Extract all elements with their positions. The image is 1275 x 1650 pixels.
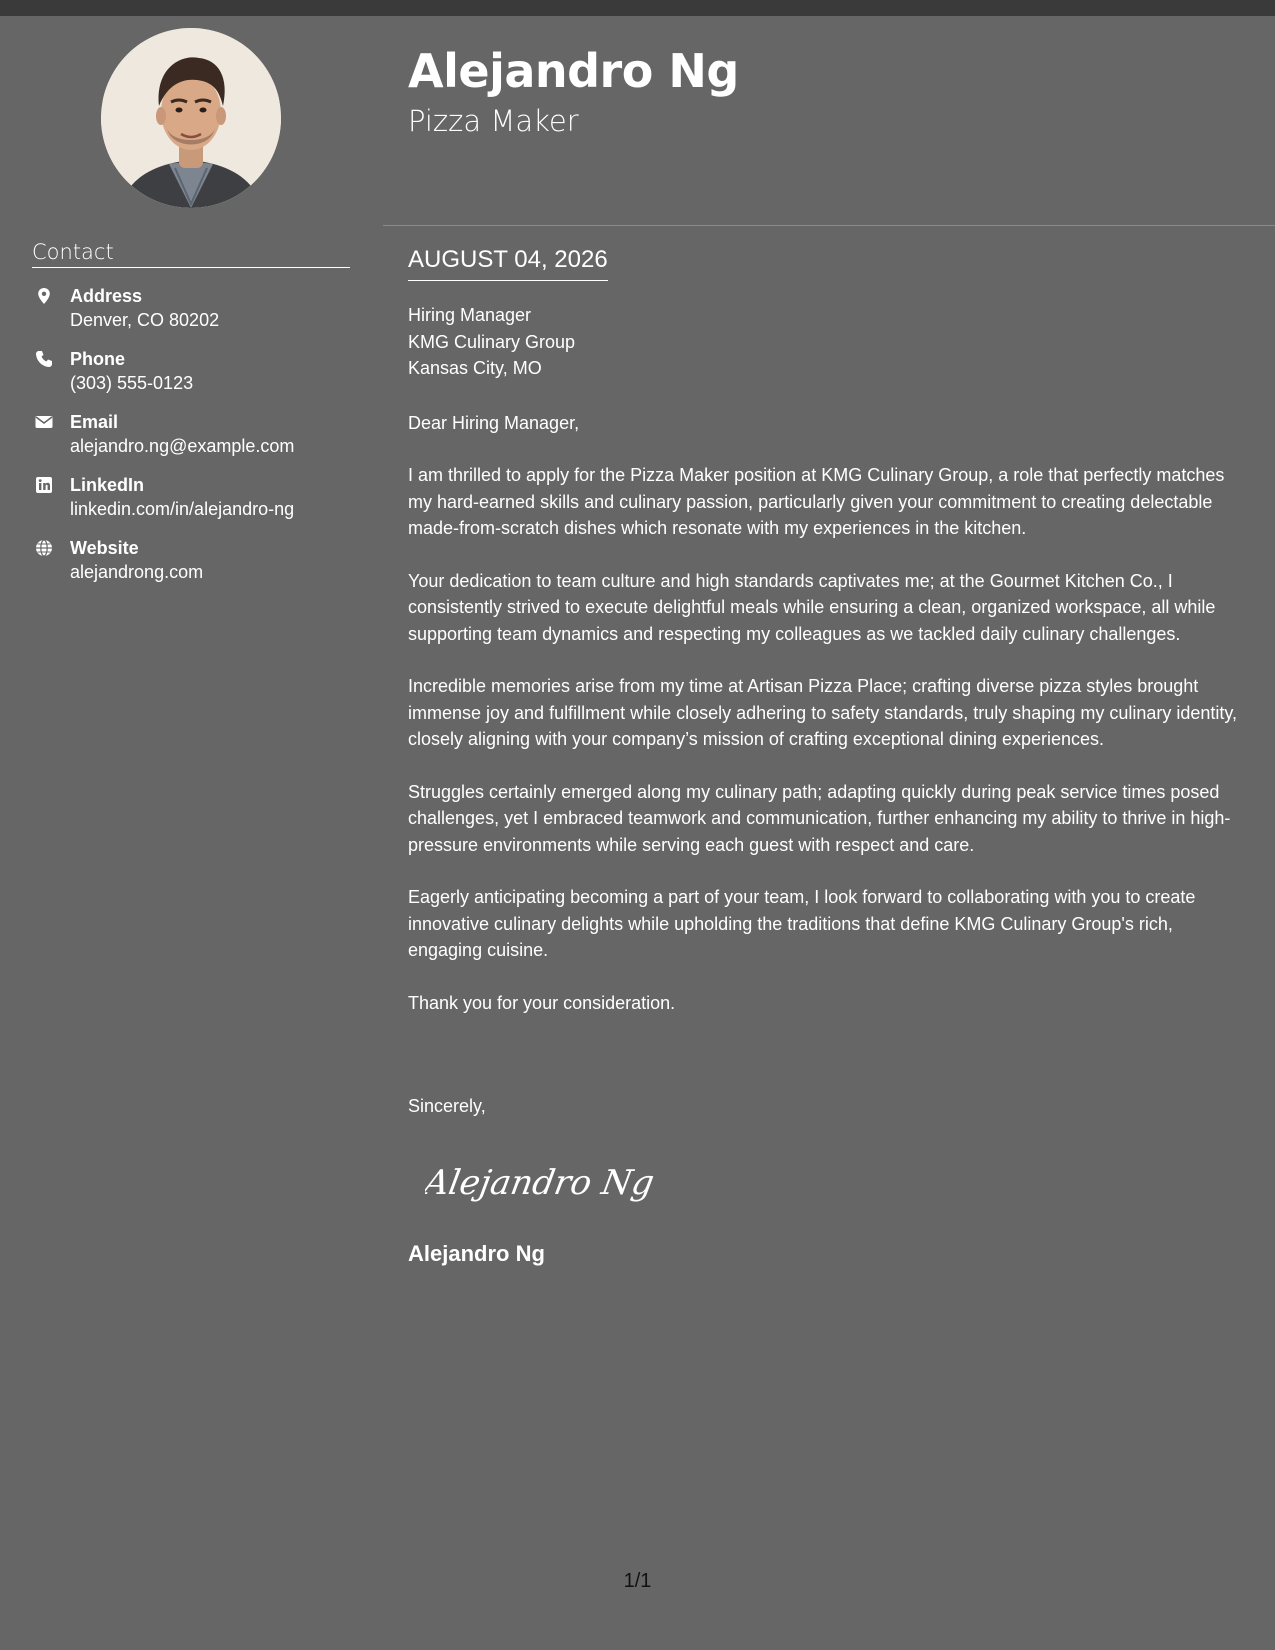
letter-paragraph: I am thrilled to apply for the Pizza Maker position at KMG Culinary Group, a role that perfectly matches my hard-earned skills and culinary passion, particularly given your commitment to creating delectable made-from-scratch dishes which resonate with my experiences in the kitchen. xyxy=(408,465,1225,538)
recipient-line: KMG Culinary Group xyxy=(408,331,576,352)
phone-icon xyxy=(35,350,53,368)
contact-label: Address xyxy=(70,286,143,306)
letter-paragraph: Incredible memories arise from my time at Artisan Pizza Place; crafting diverse pizza styles brought immense joy and fulfillment while closely adhering to safety standards, truly shaping my culinary identity, closely aligning with your company’s mission of crafting exceptional dining experiences. xyxy=(408,676,1238,749)
contact-list xyxy=(32,284,362,599)
letter-date: AUGUST 04, 2026 xyxy=(408,246,608,281)
closing: Sincerely, xyxy=(408,1096,486,1116)
contact-label: Email xyxy=(70,412,119,432)
contact-value: linkedin.com/in/alejandro-ng xyxy=(70,499,295,519)
recipient-block xyxy=(408,302,1248,382)
signer-name: Alejandro Ng xyxy=(408,1241,545,1266)
top-bar xyxy=(0,0,1275,16)
contact-value: alejandrong.com xyxy=(70,562,204,582)
recipient-line: Kansas City, MO xyxy=(408,358,542,378)
signature-text: Alejandro Ng xyxy=(425,1163,655,1203)
recipient-line: Hiring Manager xyxy=(408,305,532,325)
contact-phone xyxy=(32,347,362,410)
contact-email xyxy=(32,410,362,473)
letter-body xyxy=(408,302,1248,1042)
avatar xyxy=(101,28,281,208)
globe-icon xyxy=(35,539,53,557)
contact-label: LinkedIn xyxy=(70,475,145,495)
linkedin-icon xyxy=(35,476,53,494)
contact-value: Denver, CO 80202 xyxy=(70,310,220,330)
contact-website xyxy=(32,536,362,599)
contact-value: alejandro.ng@example.com xyxy=(70,436,295,456)
map-pin-icon xyxy=(35,287,53,305)
contact-heading: Contact xyxy=(32,240,350,268)
salutation: Dear Hiring Manager, xyxy=(408,412,580,433)
candidate-name: Alejandro Ng xyxy=(408,44,739,98)
contact-value: (303) 555-0123 xyxy=(70,373,194,393)
envelope-icon xyxy=(35,413,53,431)
contact-address xyxy=(32,284,362,347)
contact-linkedin xyxy=(32,473,362,536)
letter-paragraph: Struggles certainly emerged along my culinary path; adapting quickly during peak service times posed challenges, yet I embraced teamwork and communication, further enhancing my ability to thrive in high-pressure environments while serving each guest with respect and care. xyxy=(408,781,1231,855)
contact-label: Website xyxy=(70,538,139,558)
letter-paragraph: Eagerly anticipating becoming a part of your team, I look forward to collaborating with you to create innovative culinary delights while upholding the traditions that define KMG Culinary Group's rich, engaging cuisine. xyxy=(408,887,1196,960)
job-title: Pizza Maker xyxy=(408,104,579,138)
letter-paragraph: Your dedication to team culture and high standards captivates me; at the Gourmet Kitchen Co., I consistently strived to execute delightful meals while ensuring a clean, organized workspace, all while supporting team dynamics and respecting my colleagues as we tackled daily culinary challenges. xyxy=(408,570,1216,644)
signature xyxy=(425,1158,655,1213)
thanks-line: Thank you for your consideration. xyxy=(408,992,676,1013)
contact-label: Phone xyxy=(70,349,126,369)
header-divider xyxy=(383,225,1275,226)
page-number: 1/1 xyxy=(623,1570,652,1592)
